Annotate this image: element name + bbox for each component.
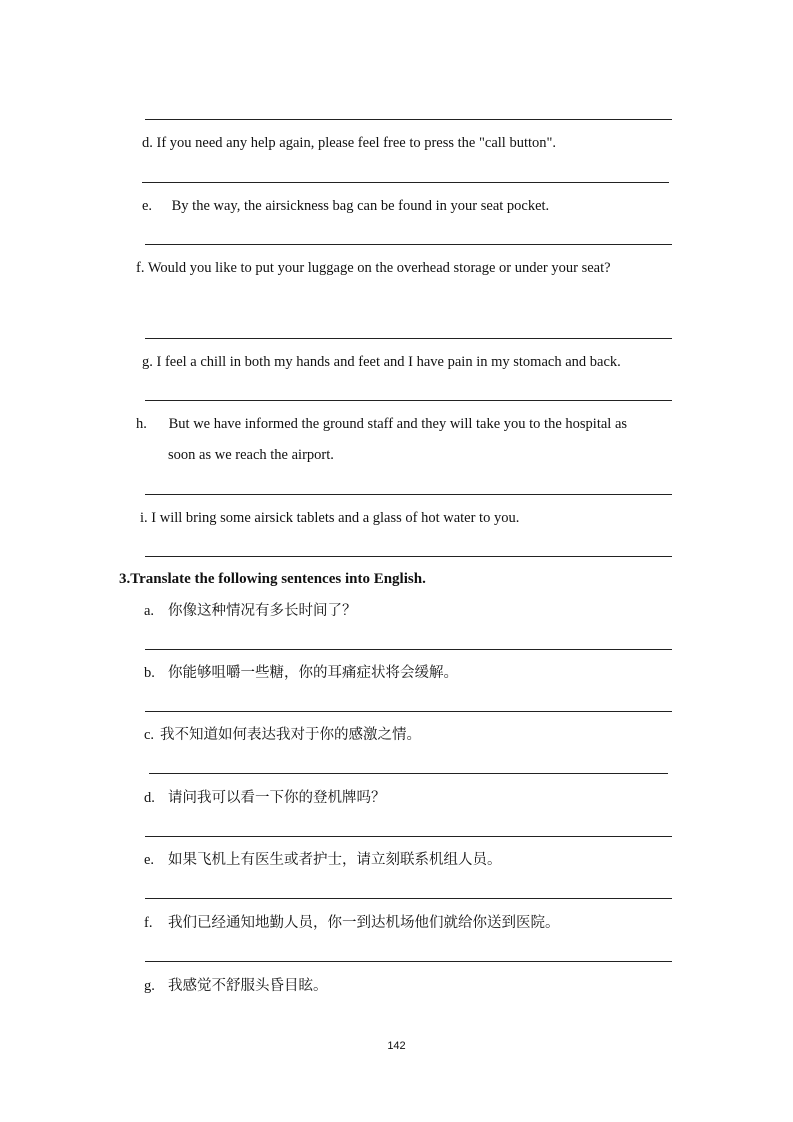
translation-item xyxy=(144,602,357,620)
item-text: 你能够咀嚼一些糖，你的耳痛症状将会缓解。 xyxy=(168,665,458,681)
answer-line xyxy=(145,836,672,837)
item-label: c. xyxy=(144,727,155,743)
item-text: soon as we reach the airport. xyxy=(168,447,334,463)
list-item xyxy=(140,509,519,527)
answer-line xyxy=(145,898,672,899)
item-label: f. xyxy=(144,915,153,931)
answer-line xyxy=(149,773,668,774)
translation-item xyxy=(144,977,328,995)
item-text: 我们已经通知地勤人员，你一到达机场他们就给你送到医院。 xyxy=(168,915,560,931)
page-number: 142 xyxy=(387,1040,406,1052)
answer-line xyxy=(145,338,672,339)
translation-item xyxy=(144,851,502,869)
answer-line xyxy=(145,961,672,962)
answer-line xyxy=(145,119,672,120)
item-text: If you need any help again, please feel free to press the "call button". xyxy=(156,135,557,151)
answer-line xyxy=(142,182,669,183)
item-label: g. xyxy=(144,978,155,994)
answer-line xyxy=(145,649,672,650)
item-text: Would you like to put your luggage on the overhead storage or under your seat? xyxy=(147,260,611,276)
item-label: e. xyxy=(144,852,155,868)
answer-line xyxy=(145,244,672,245)
section-heading: 3.Translate the following sentences into English. xyxy=(119,571,426,587)
item-label: d. xyxy=(142,135,153,151)
item-text: 我感觉不舒服头昏目眩。 xyxy=(168,978,328,994)
item-text: 请问我可以看一下你的登机牌吗？ xyxy=(168,790,386,806)
answer-line xyxy=(145,711,672,712)
item-text: By the way, the airsickness bag can be found in your seat pocket. xyxy=(171,198,550,214)
translation-item xyxy=(144,664,458,682)
list-item-continuation xyxy=(168,446,334,464)
item-label: h. xyxy=(136,416,147,432)
item-text: I will bring some airsick tablets and a glass of hot water to you. xyxy=(151,510,520,526)
translation-item xyxy=(144,726,421,744)
list-item xyxy=(142,197,549,215)
item-text: 如果飞机上有医生或者护士，请立刻联系机组人员。 xyxy=(168,852,502,868)
item-label: a. xyxy=(144,603,155,619)
translation-item xyxy=(144,914,560,932)
list-item xyxy=(142,353,621,371)
item-label: f. xyxy=(136,260,145,276)
item-text: I feel a chill in both my hands and feet and I have pain in my stomach and back. xyxy=(156,354,621,370)
item-label: i. xyxy=(140,510,148,526)
answer-line xyxy=(145,494,672,495)
answer-line xyxy=(145,400,672,401)
translation-item xyxy=(144,789,386,807)
list-item xyxy=(136,259,611,277)
item-text: 你像这种情况有多长时间了？ xyxy=(168,603,357,619)
list-item xyxy=(136,415,627,433)
answer-line xyxy=(145,556,672,557)
item-label: b. xyxy=(144,665,155,681)
item-label: g. xyxy=(142,354,153,370)
item-label: e. xyxy=(142,198,153,214)
item-label: d. xyxy=(144,790,155,806)
list-item xyxy=(142,134,556,152)
item-text: But we have informed the ground staff and they will take you to the hospital as xyxy=(168,416,628,432)
item-text: 我不知道如何表达我对于你的感激之情。 xyxy=(160,727,421,743)
